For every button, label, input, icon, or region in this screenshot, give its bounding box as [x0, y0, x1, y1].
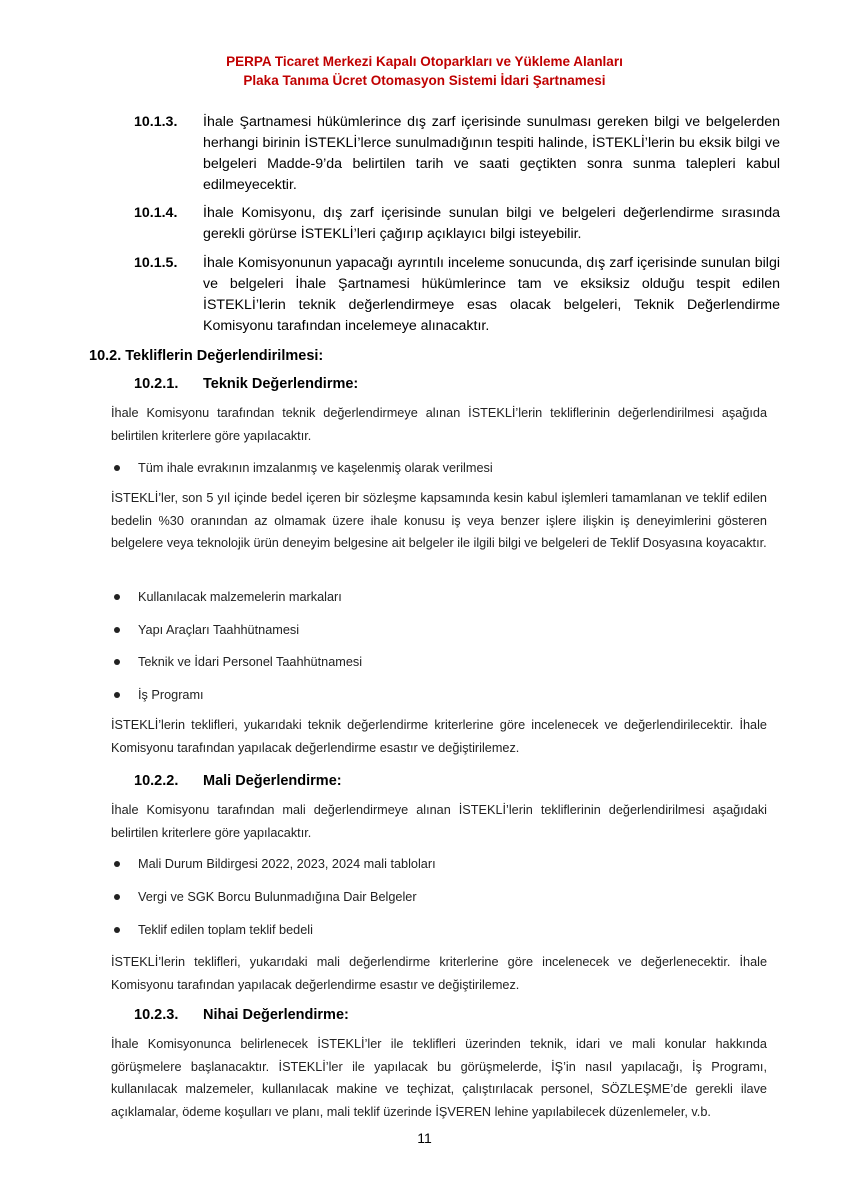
- bullet-icon: [114, 659, 120, 665]
- page-number: 11: [417, 1130, 432, 1146]
- bullet-icon: [114, 627, 120, 633]
- clause-text: İhale Komisyonunun yapacağı ayrıntılı inceleme sonucunda, dış zarf içerisinde sunulan bilgi ve belgeleri İhale Şartnamesi hükümlerince tam ve eksiksiz olduğu tespit edilen İSTEKLİ’lerin teknik değerlendirmeye esas olacak belgeleri, Teknik Değerlendirme Komisyonu tarafından incelemeye alınacaktır.: [203, 255, 780, 334]
- bullet-text: Teknik ve İdari Personel Taahhütnamesi: [138, 655, 363, 669]
- document-header: [0, 52, 849, 90]
- subsection-heading-10-2-1: [134, 374, 359, 394]
- clause-10-1-3: [134, 112, 780, 196]
- subsection-number: 10.2.3.: [134, 1007, 179, 1023]
- clause-number: 10.1.3.: [134, 114, 178, 130]
- clause-number: 10.1.4.: [134, 205, 178, 221]
- paragraph: İhale Komisyonunca belirlenecek İSTEKLİ’ler ile teklifleri üzerinden teknik, idari ve mali konular hakkında görüşmelere başlanacaktır. İSTEKLİ’ler ile yapılacak bu görüşmelerde, İŞ’in nasıl yapılacağı, İş Programı, kullanılacak malzemeler, kullanılacak makine ve teçhizat, çalıştırılacak personel, SÖZLEŞME’de gerekli ilave açıklamalar, ödeme koşulları ve planı, mali teklif üzerinde İŞVEREN lehine yapılabilecek düzenlemeler, v.b.: [111, 1037, 767, 1119]
- subsection-title: Mali Değerlendirme:: [203, 773, 342, 789]
- paragraph: İhale Komisyonu tarafından teknik değerlendirmeye alınan İSTEKLİ’lerin tekliflerinin değerlendirilmesi aşağıda belirtilen kriterlere göre yapılacaktır.: [111, 406, 767, 443]
- paragraph: İSTEKLİ’lerin teklifleri, yukarıdaki teknik değerlendirme kriterlerine göre incelenecek ve değerlendirilecektir. İhale Komisyonu tarafından yapılacak değerlendirme esastır ve değiştirilemez.: [111, 718, 767, 755]
- bullet-text: Kullanılacak malzemelerin markaları: [138, 590, 342, 604]
- clause-number: 10.1.5.: [134, 255, 178, 271]
- paragraph: İSTEKLİ’lerin teklifleri, yukarıdaki mali değerlendirme kriterlerine göre incelenecek ve değerlenecektir. İhale Komisyonu tarafından yapılacak değerlendirme esastır ve değiştirilemez.: [111, 955, 767, 992]
- paragraph: İhale Komisyonu tarafından mali değerlendirmeye alınan İSTEKLİ’lerin tekliflerinin değerlendirilmesi aşağıdaki belirtilen kriterlere göre yapılacaktır.: [111, 803, 767, 840]
- clause-10-1-5: [134, 253, 780, 337]
- section-heading-10-2: 10.2. Tekliflerin Değerlendirilmesi:: [89, 348, 324, 364]
- bullet-icon: [114, 594, 120, 600]
- bullet-icon: [114, 692, 120, 698]
- clause-text: İhale Komisyonu, dış zarf içerisinde sunulan bilgi ve belgeleri değerlendirme sırasında gerekli görürse İSTEKLİ’leri çağırıp açıklayıcı bilgi isteyebilir.: [203, 205, 780, 242]
- bullet-text: Mali Durum Bildirgesi 2022, 2023, 2024 mali tabloları: [138, 857, 436, 871]
- bullet-icon: [114, 927, 120, 933]
- subsection-number: 10.2.1.: [134, 376, 179, 392]
- subsection-heading-10-2-2: [134, 771, 342, 791]
- bullet-text: Teklif edilen toplam teklif bedeli: [138, 923, 313, 937]
- subsection-heading-10-2-3: [134, 1005, 349, 1025]
- bullet-text: Yapı Araçları Taahhütnamesi: [138, 623, 300, 637]
- bullet-text: İş Programı: [138, 688, 204, 702]
- clause-10-1-4: [134, 203, 780, 245]
- bullet-text: Tüm ihale evrakının imzalanmış ve kaşelenmiş olarak verilmesi: [138, 461, 493, 475]
- subsection-number: 10.2.2.: [134, 773, 179, 789]
- paragraph: İSTEKLİ’ler, son 5 yıl içinde bedel içeren bir sözleşme kapsamında kesin kabul işlemleri tamamlanan ve teklif edilen bedelin %30 oranından az olmamak üzere ihale konusu iş veya benzer işlere ilişkin iş deneyimlerini gösteren belgelere veya teknolojik ürün deneyim belgesine ait belgeler ile ilgili bilgi ve belgeleri de Teklif Dosyasına koyacaktır.: [111, 491, 767, 550]
- clause-text: İhale Şartnamesi hükümlerince dış zarf içerisinde sunulması gereken bilgi ve belgelerden herhangi birinin İSTEKLİ’lerce sunulmadığının tespiti halinde, İSTEKLİ’lerin bu eksik bilgi ve belgeleri Madde-9’da belirtilen tarih ve saati geçtikten sonra sunma talepleri kabul edilmeyecektir.: [203, 114, 780, 193]
- bullet-text: Vergi ve SGK Borcu Bulunmadığına Dair Belgeler: [138, 890, 417, 904]
- header-title-line-2: Plaka Tanıma Ücret Otomasyon Sistemi İdari Şartnamesi: [243, 73, 606, 88]
- header-title-line-1: PERPA Ticaret Merkezi Kapalı Otoparkları ve Yükleme Alanları: [226, 54, 623, 69]
- bullet-icon: [114, 894, 120, 900]
- bullet-icon: [114, 861, 120, 867]
- bullet-icon: [114, 465, 120, 471]
- subsection-title: Nihai Değerlendirme:: [203, 1007, 349, 1023]
- subsection-title: Teknik Değerlendirme:: [203, 376, 359, 392]
